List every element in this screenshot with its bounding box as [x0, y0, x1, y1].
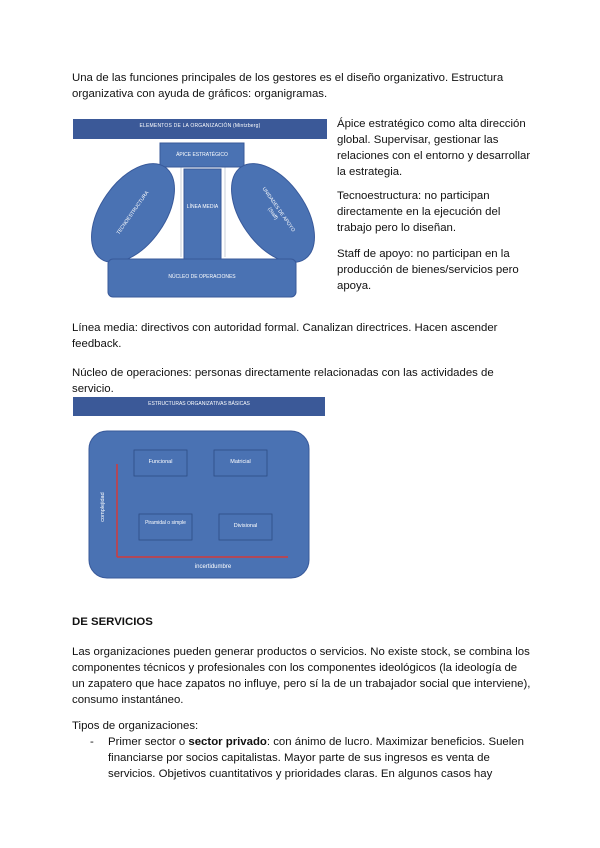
matrix-label: Matricial: [230, 459, 251, 465]
types-label: Tipos de organizaciones:: [72, 720, 199, 732]
apex-note: Ápice estratégico como alta dirección global. Supervisar, gestionar las relaciones con el entorno y desarrollar la estrategia.: [337, 118, 531, 178]
technostructure-label: TECNOESTRUCTURA: [115, 190, 151, 236]
middle-line-paragraph: Línea media: directivos con autoridad formal. Canalizan directrices. Hacen ascender feedback.: [72, 322, 498, 350]
diagram1-title-bar: [73, 119, 327, 139]
bullet-item: [108, 734, 528, 782]
middle-line-label: LÍNEA MEDIA: [186, 204, 219, 210]
divisional-label: Divisional: [233, 523, 258, 529]
bullet-dash: -: [90, 736, 94, 748]
structures-background: [89, 431, 309, 578]
structures-diagram: [73, 396, 325, 581]
techno-note: Tecnoestructura: no participan directamente en la ejecución del trabajo pero lo diseñan.: [337, 190, 501, 234]
bullet-prefix: Primer sector o: [108, 736, 189, 748]
middle-line-box: [184, 169, 221, 259]
y-axis-label: complejidad: [100, 492, 106, 522]
core-label: NÚCLEO DE OPERACIONES: [168, 274, 236, 280]
diagram1-title: ELEMENTOS DE LA ORGANIZACIÓN (Mintzberg): [139, 123, 261, 129]
functional-label: Funcional: [148, 459, 173, 465]
support-label: UNIDADES DE APOYO (Staff): [260, 186, 296, 234]
mintzberg-diagram: [73, 117, 327, 299]
bullet-bold: sector privado: [188, 736, 267, 748]
intro-paragraph: Una de las funciones principales de los gestores es el diseño organizativo. Estructura organizativa con ayuda de gráficos: organigramas.: [72, 72, 504, 100]
apex-label: ÁPICE ESTRATÉGICO: [176, 152, 228, 158]
simple-box: [139, 514, 192, 540]
x-axis-label: incertidumbre: [194, 564, 232, 570]
structures-svg: [73, 396, 325, 581]
simple-label: Piramidal o simple: [145, 520, 186, 526]
diagram2-title: ESTRUCTURAS ORGANIZATIVAS BÁSICAS: [148, 401, 250, 407]
core-paragraph: Núcleo de operaciones: personas directamente relacionadas con las actividades de servicio.: [72, 367, 494, 395]
section-title: DE SERVICIOS: [72, 616, 153, 628]
services-paragraph: Las organizaciones pueden generar productos o servicios. No existe stock, se combina los componentes técnicos y profesionales con los componentes ideológicos (la ideología de un zapatero que hace zapatos no influye, pero sí la de un trabajador social que interviene), consumo instantáneo.: [72, 646, 531, 706]
staff-note: Staff de apoyo: no participan en la producción de bienes/servicios pero apoya.: [337, 248, 519, 292]
bullet-rest: : con ánimo de lucro. Maximizar beneficios. Suelen financiarse por socios capitalistas. Mayor parte de sus ingresos es venta de servicios. Objetivos cuantitativos y prioridades claras. En algunos casos hay: [108, 736, 524, 780]
